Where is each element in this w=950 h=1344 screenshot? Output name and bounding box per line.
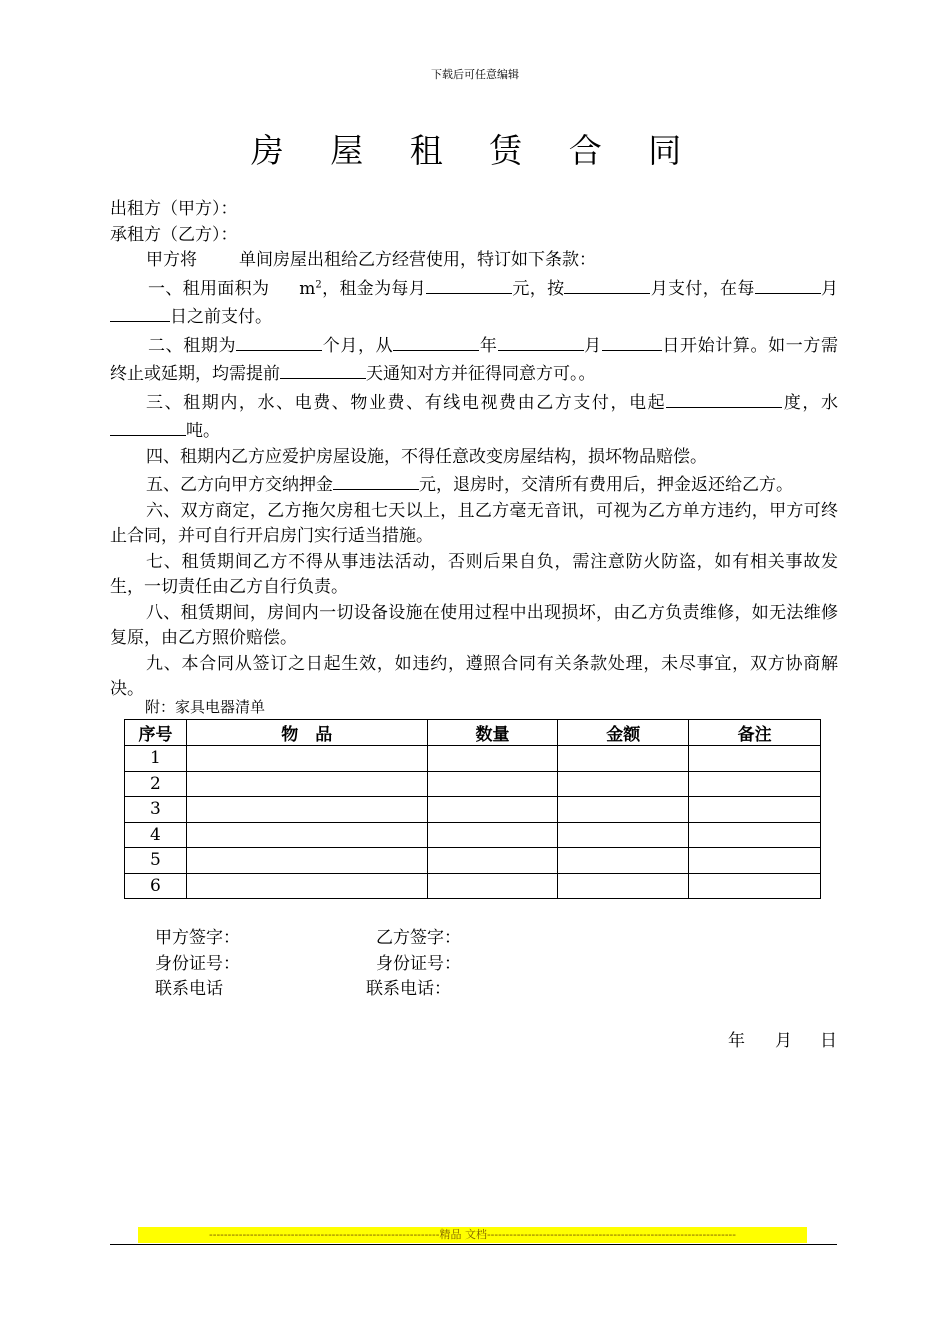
amount-cell: [558, 822, 689, 848]
electricity-reading-blank: [666, 388, 782, 408]
party-a-signature-label: 甲方签字：: [155, 928, 240, 948]
quantity-cell: [427, 822, 558, 848]
clause-9: 九、本合同从签订之日起生效，如违约，遵照合同有关条款处理，未尽事宜，双方协商解决。: [110, 653, 838, 699]
party-a-id-label: 身份证号：: [155, 953, 240, 974]
clause-1-text: 月支付，在每: [650, 278, 755, 299]
clause-1-text: 日之前支付。: [170, 307, 272, 327]
table-row: [125, 746, 821, 772]
area-unit-superscript: 2: [315, 278, 322, 290]
item-cell: [186, 848, 427, 874]
notes-cell: [689, 873, 821, 899]
header-note: 下载后可任意编辑: [431, 68, 519, 81]
clause-3-text: 三、租期内，水、电费、物业费、有线电视费由乙方支付，电起: [146, 392, 667, 413]
table-row: [125, 822, 821, 848]
footer-divider: [110, 1244, 837, 1245]
clause-1: [110, 274, 838, 331]
water-reading-blank: [110, 416, 186, 436]
clause-8: 八、租赁期间，房间内一切设备设施在使用过程中出现损坏，由乙方负责维修，如无法维修复原，由乙方照价赔偿。: [110, 602, 838, 648]
clause-5: [110, 470, 838, 499]
quantity-cell: [427, 848, 558, 874]
start-year-blank: [393, 331, 479, 351]
party-b-phone-label: 联系电话：: [366, 979, 451, 999]
party-b-signature-label: 乙方签字：: [376, 928, 461, 948]
notes-cell: [689, 797, 821, 823]
clause-3-text: 度，水: [782, 392, 839, 413]
clause-1-text: ，租金为每月: [321, 278, 427, 299]
clause-1-text: 月: [820, 278, 839, 299]
quantity-cell: [427, 746, 558, 772]
clause-7: 七、租赁期间乙方不得从事违法活动，否则后果自负，需注意防火防盗，如有相关事故发生，一切责任由乙方自行负责。: [110, 551, 838, 597]
payment-day-blank: [110, 302, 170, 322]
row-index: 2: [125, 771, 187, 797]
attachment-label: 附：家具电器清单: [145, 698, 266, 716]
party-a-phone-label: 联系电话: [155, 979, 223, 999]
notes-cell: [689, 848, 821, 874]
date-day-label: 日: [820, 1031, 837, 1051]
date-year-label: 年: [728, 1031, 745, 1051]
payment-month-blank-2: [791, 274, 821, 294]
clause-3-text: 吨。: [186, 421, 220, 441]
clause-5-text: 五、乙方向甲方交纳押金: [146, 475, 333, 495]
table-row: [125, 771, 821, 797]
item-cell: [186, 873, 427, 899]
contract-body: [110, 197, 838, 703]
notes-cell: [689, 746, 821, 772]
date-line: [728, 1026, 837, 1051]
intro-text-b: 单间房屋出租给乙方经营使用，特订如下条款：: [239, 250, 596, 270]
clause-2-text: 月: [583, 335, 602, 356]
lessor-line: 出租方（甲方）：: [110, 199, 238, 219]
lessee-line: 承租方（乙方）：: [110, 224, 238, 245]
table-row: [125, 797, 821, 823]
clause-4: 四、租期内乙方应爱护房屋设施，不得任意改变房屋结构，损坏物品赔偿。: [146, 446, 707, 467]
item-cell: [186, 746, 427, 772]
payment-month-blank: [755, 274, 791, 294]
amount-cell: [558, 848, 689, 874]
lease-months-blank: [236, 331, 322, 351]
amount-cell: [558, 797, 689, 823]
amount-cell: [558, 746, 689, 772]
clause-1-text: 元，按: [512, 278, 565, 299]
table-header-row: [125, 720, 821, 746]
row-index: 4: [125, 822, 187, 848]
column-header-notes: 备注: [689, 720, 821, 746]
intro-paragraph: [110, 248, 838, 274]
quantity-cell: [427, 873, 558, 899]
item-cell: [186, 797, 427, 823]
rent-amount-blank: [426, 274, 512, 294]
footer-highlight-band: --------------------------------------------------------------精品 文档-------------------------------------------------------------------: [138, 1227, 807, 1243]
row-index: 3: [125, 797, 187, 823]
clause-1-text: 一、租用面积为: [148, 278, 270, 299]
quantity-cell: [427, 771, 558, 797]
payment-period-blank: [564, 274, 650, 294]
clause-2: [110, 331, 838, 388]
column-header-index: 序号: [125, 720, 187, 746]
clause-2-text: 日开始计算。如一方需终止或延期，均需提前: [110, 335, 838, 384]
deposit-amount-blank: [333, 470, 419, 490]
clause-5-text: 元，退房时，交清所有费用后，押金返还给乙方。: [419, 475, 793, 495]
item-cell: [186, 771, 427, 797]
clause-6: 六、双方商定，乙方拖欠房租七天以上，且乙方毫无音讯，可视为乙方单方违约，甲方可终止合同，并可自行开启房门实行适当措施。: [110, 500, 838, 546]
table-row: [125, 873, 821, 899]
quantity-cell: [427, 797, 558, 823]
clause-2-text: 年: [479, 335, 498, 356]
clause-2-text: 天通知对方并征得同意方可。。: [366, 364, 596, 384]
clause-2-text: 二、租期为: [148, 335, 237, 356]
clause-2-text: 个月，从: [322, 335, 394, 356]
row-index: 1: [125, 746, 187, 772]
row-index: 5: [125, 848, 187, 874]
column-header-quantity: 数量: [427, 720, 558, 746]
row-index: 6: [125, 873, 187, 899]
clause-3: [110, 388, 838, 445]
area-unit: m: [299, 278, 316, 299]
amount-cell: [558, 771, 689, 797]
date-month-label: 月: [775, 1031, 792, 1051]
item-cell: [186, 822, 427, 848]
table-row: [125, 848, 821, 874]
furniture-appliance-table: [124, 719, 821, 899]
column-header-item: 物 品: [186, 720, 427, 746]
notes-cell: [689, 771, 821, 797]
notice-days-blank: [280, 359, 366, 379]
start-month-blank: [498, 331, 584, 351]
notes-cell: [689, 822, 821, 848]
document-title: 房 屋 租 赁 合 同: [250, 131, 700, 170]
intro-text-a: 甲方将: [146, 250, 197, 270]
amount-cell: [558, 873, 689, 899]
start-day-blank: [602, 331, 662, 351]
column-header-amount: 金额: [558, 720, 689, 746]
party-b-id-label: 身份证号：: [376, 953, 461, 974]
